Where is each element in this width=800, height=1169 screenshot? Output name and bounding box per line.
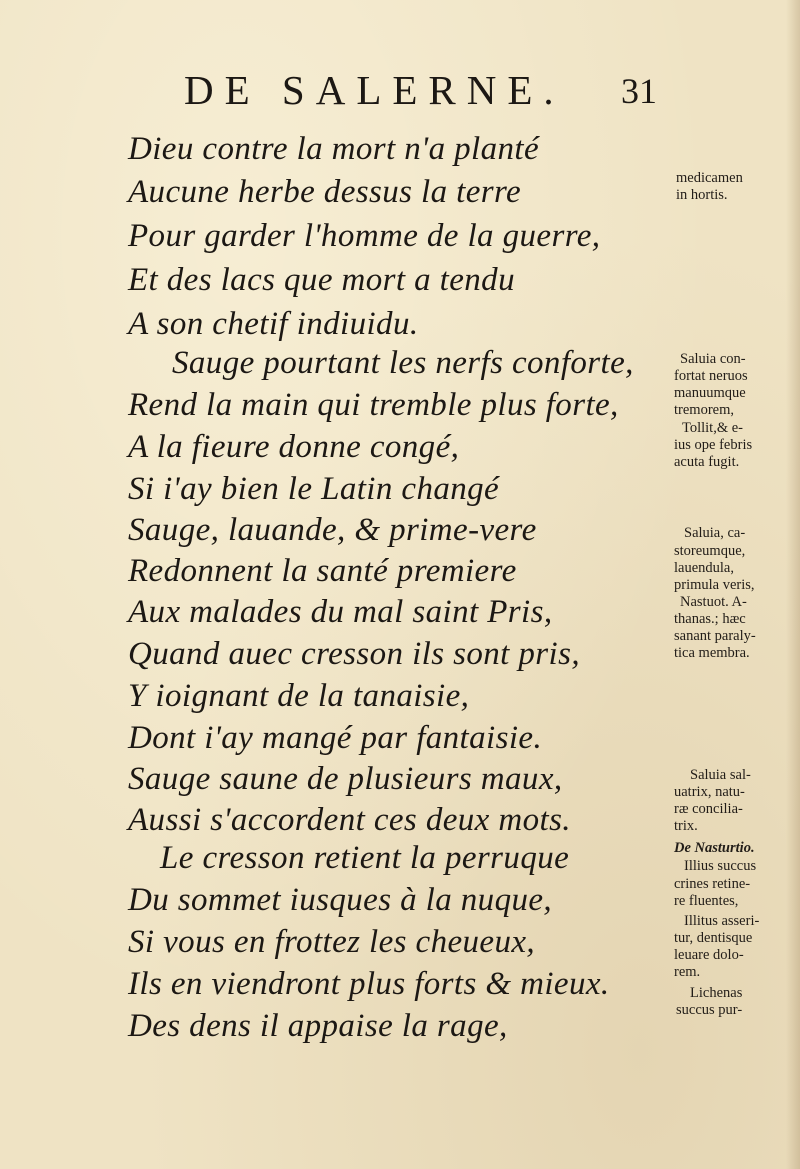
margin-note-line: Nastuot. A- bbox=[680, 594, 747, 610]
verse-line: Pour garder l'homme de la guerre, bbox=[128, 218, 601, 254]
verse-line: Sauge, lauande, & prime-vere bbox=[128, 512, 537, 548]
verse-line: Si vous en frottez les cheueux, bbox=[128, 924, 536, 960]
margin-note-line: crines retine- bbox=[674, 876, 751, 892]
margin-note-line: Saluia con- bbox=[680, 351, 746, 367]
margin-note-line: storeumque, bbox=[674, 543, 746, 559]
margin-note-line: manuumque bbox=[674, 385, 746, 401]
margin-note-line: Illius succus bbox=[684, 858, 757, 874]
verse-line: A son chetif indiuidu. bbox=[128, 306, 419, 342]
margin-note-line: thanas.; hæc bbox=[674, 611, 746, 627]
margin-note-line: ræ concilia- bbox=[674, 801, 743, 817]
verse-line: A la fieure donne congé, bbox=[128, 429, 460, 465]
verse-line: Aussi s'accordent ces deux mots. bbox=[128, 802, 571, 838]
margin-note-line: fortat neruos bbox=[674, 368, 748, 384]
margin-note-line: trix. bbox=[674, 818, 698, 834]
margin-note-line: tica membra. bbox=[674, 645, 750, 661]
margin-note-line: acuta fugit. bbox=[674, 454, 740, 470]
verse-line: Sauge pourtant les nerfs conforte, bbox=[172, 345, 634, 381]
margin-note-line: Saluia sal- bbox=[690, 767, 751, 783]
margin-note-line: Lichenas bbox=[690, 985, 743, 1001]
verse-line: Le cresson retient la perruque bbox=[160, 840, 570, 876]
verse-line: Aux malades du mal saint Pris, bbox=[128, 594, 553, 630]
margin-note-line: leuare dolo- bbox=[674, 947, 744, 963]
verse-line: Des dens il appaise la rage, bbox=[128, 1008, 508, 1044]
margin-note-line: tremorem, bbox=[674, 402, 734, 418]
verse-line: Si i'ay bien le Latin changé bbox=[128, 471, 500, 507]
margin-note-line: ius ope febris bbox=[674, 437, 753, 453]
verse-line: Du sommet iusques à la nuque, bbox=[128, 882, 553, 918]
margin-note-line: Saluia, ca- bbox=[684, 525, 746, 541]
margin-note-line: primula veris, bbox=[674, 577, 755, 593]
verse-line: Dieu contre la mort n'a planté bbox=[128, 131, 540, 167]
verse-line: Y ioignant de la tanaisie, bbox=[128, 678, 470, 714]
running-title: DE SALERNE. bbox=[184, 67, 565, 113]
margin-note-line: in hortis. bbox=[676, 187, 728, 203]
verse-line: Aucune herbe dessus la terre bbox=[128, 174, 522, 210]
page-number: 31 bbox=[621, 71, 657, 111]
margin-note-line: Tollit,& e- bbox=[682, 420, 744, 436]
margin-note-line: re fluentes, bbox=[674, 893, 739, 909]
verse-line: Sauge saune de plusieurs maux, bbox=[128, 761, 563, 797]
verse-line: Dont i'ay mangé par fantaisie. bbox=[128, 720, 543, 756]
margin-note-line: tur, dentisque bbox=[674, 930, 753, 946]
verse-line: Redonnent la santé premiere bbox=[128, 553, 517, 589]
margin-note-line: Illitus asseri- bbox=[684, 913, 760, 929]
margin-note-line: medicamen bbox=[676, 170, 743, 186]
margin-note-heading: De Nasturtio. bbox=[674, 840, 755, 856]
verse-line: Et des lacs que mort a tendu bbox=[128, 262, 515, 298]
verse-line: Ils en viendront plus forts & mieux. bbox=[128, 966, 610, 1002]
margin-note-line: sanant paraly- bbox=[674, 628, 756, 644]
margin-note-line: uatrix, natu- bbox=[674, 784, 745, 800]
margin-note-line: rem. bbox=[674, 964, 701, 980]
margin-note-line: succus pur- bbox=[676, 1002, 743, 1018]
verse-line: Quand auec cresson ils sont pris, bbox=[128, 636, 580, 672]
verse-line: Rend la main qui tremble plus forte, bbox=[128, 387, 619, 423]
margin-note-line: lauendula, bbox=[674, 560, 734, 576]
